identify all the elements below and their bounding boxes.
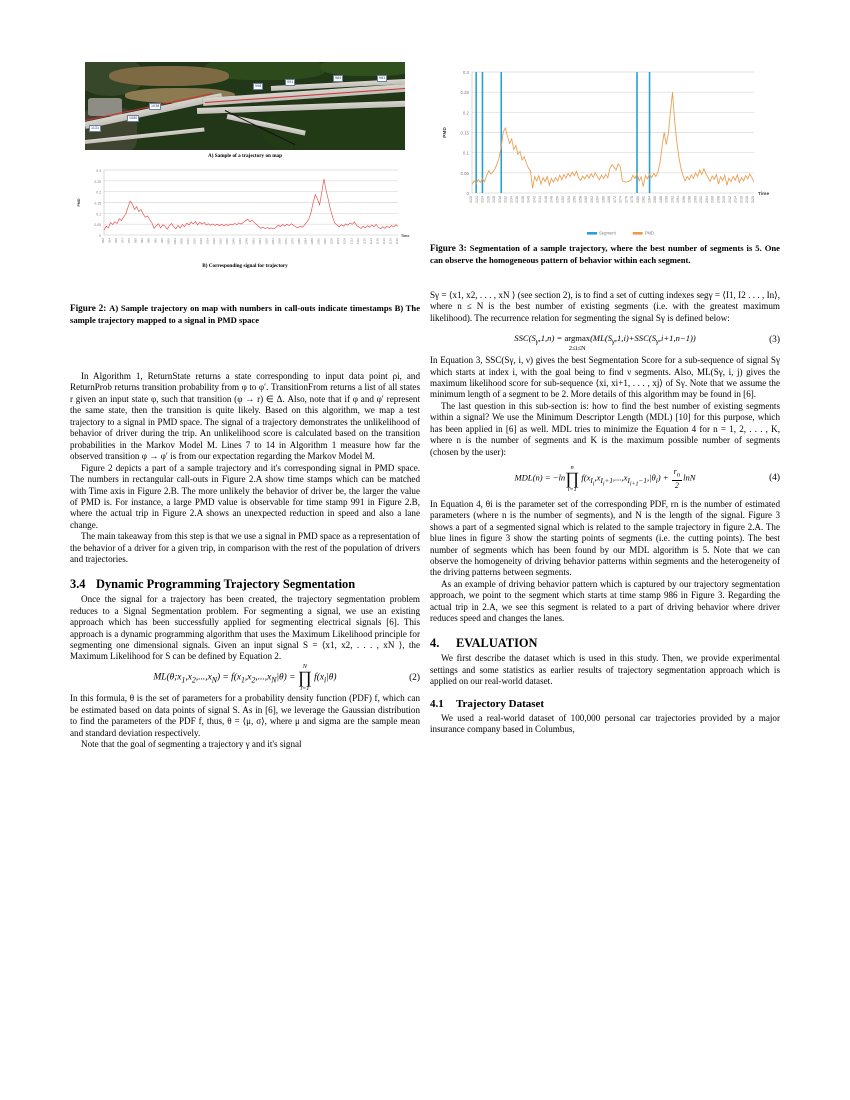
- svg-text:1116: 1116: [355, 238, 360, 245]
- svg-text:1136: 1136: [388, 238, 393, 245]
- map-callout: 991: [287, 80, 294, 84]
- subsection-title: Trajectory Dataset: [456, 697, 545, 710]
- paragraph: Sγ = ⟨x1, x2, . . . , xN ⟩ (see section 2), is to find a set of cutting indexes segγ = ⟨I1, I2 . . . , In⟩, where n ≤ N is the best number of existing segments (i.e. with the greatest maximum likelihood). The recurrence relation for segmenting the signal Sγ is defined below:: [430, 290, 780, 323]
- svg-text:1040: 1040: [231, 238, 236, 245]
- map-callout: 1131: [91, 126, 100, 130]
- svg-text:1/36: 1/36: [515, 196, 520, 203]
- svg-text:1044: 1044: [238, 238, 243, 245]
- equation-4-tag: (4): [769, 473, 780, 484]
- svg-text:2/08: 2/08: [716, 196, 721, 203]
- svg-text:1056: 1056: [257, 238, 262, 245]
- svg-text:0.2: 0.2: [462, 110, 469, 116]
- svg-text:1080: 1080: [297, 238, 301, 245]
- svg-text:2/14: 2/14: [733, 196, 738, 203]
- svg-text:1072: 1072: [283, 238, 288, 245]
- equation-2: $ML(\theta;x_1,x_2,...,x_N) = f(x_1,x_2,...,x_N|\theta)$ = N ∏ i=1 $f(x_i|\theta)$ (2): [153, 662, 420, 692]
- svg-text:1064: 1064: [270, 238, 275, 245]
- svg-text:1084: 1084: [303, 238, 308, 245]
- svg-text:0.05: 0.05: [94, 223, 101, 228]
- svg-text:964: 964: [107, 238, 112, 244]
- svg-text:1/88: 1/88: [658, 196, 663, 203]
- svg-text:1/94: 1/94: [676, 196, 681, 203]
- map-callout: 981: [379, 76, 386, 80]
- svg-text:0.15: 0.15: [94, 201, 101, 206]
- paragraph: The last question in this sub-section is: how to find the best number of existing segments within a signal? We use the Minimum Descriptor Length (MDL) [10] for this purpose, which has been applied in [6] as well. MDL tries to minimize the Equation 4 for n = 1, 2, . . . , K, where n is the number of segments and K is the maximum possible number of segments (chosen by the user):: [430, 400, 780, 457]
- svg-text:1112: 1112: [349, 238, 354, 245]
- svg-text:1000: 1000: [166, 238, 171, 245]
- paragraph: The main takeaway from this step is that we use a signal in PMD space as a representation of the behavior of a driver for a given trip, in comparison with the rest of the population of drivers and trajectories.: [70, 531, 420, 565]
- svg-text:1060: 1060: [264, 238, 269, 245]
- figure-2-panel-a-caption: A) Sample of a trajectory on map: [207, 153, 283, 159]
- svg-text:1/30: 1/30: [497, 196, 502, 203]
- paragraph: We used a real-world dataset of 100,000 personal car trajectories provided by a major insurance company based in Columbus,: [430, 712, 780, 735]
- svg-text:1016: 1016: [192, 238, 197, 245]
- svg-text:PMD: PMD: [77, 198, 81, 207]
- figure-2-map-image: [85, 62, 405, 150]
- svg-text:0.15: 0.15: [460, 130, 469, 136]
- svg-text:1/50: 1/50: [555, 196, 560, 203]
- svg-text:984: 984: [140, 238, 145, 244]
- svg-text:0.1: 0.1: [96, 212, 101, 217]
- svg-text:1/22: 1/22: [474, 196, 479, 203]
- svg-text:0.2: 0.2: [96, 190, 101, 195]
- svg-text:1/66: 1/66: [601, 196, 606, 203]
- svg-text:968: 968: [114, 238, 119, 244]
- svg-text:1128: 1128: [375, 238, 380, 245]
- figure-3-caption-text: Segmentation of a sample trajectory, where the best number of segments is 5. One can observe the homogeneous pattern of behavior within each segment.: [430, 243, 780, 265]
- svg-text:1/92: 1/92: [670, 196, 675, 203]
- figure-3-chart-svg: [432, 64, 780, 239]
- svg-text:1/68: 1/68: [607, 196, 612, 203]
- figure-3: [432, 64, 780, 239]
- figure-2-caption-text: A) Sample trajectory on map with numbers in call-outs indicate timestamps B) The sample trajectory mapped to a signal in PMD space: [70, 303, 421, 325]
- svg-text:1/56: 1/56: [572, 196, 577, 203]
- svg-text:1/74: 1/74: [618, 196, 623, 203]
- svg-text:1/62: 1/62: [589, 196, 594, 203]
- svg-text:988: 988: [146, 238, 151, 244]
- svg-text:1/80: 1/80: [635, 196, 640, 203]
- svg-text:1/90: 1/90: [664, 196, 669, 203]
- svg-text:1/44: 1/44: [538, 196, 543, 203]
- svg-text:1036: 1036: [225, 238, 230, 245]
- svg-text:1132: 1132: [381, 238, 386, 245]
- right-column: [430, 290, 780, 736]
- svg-text:1/32: 1/32: [503, 196, 508, 203]
- svg-text:0.25: 0.25: [460, 90, 469, 96]
- svg-text:1048: 1048: [244, 238, 249, 245]
- svg-text:PMD: PMD: [443, 127, 448, 138]
- svg-text:1/96: 1/96: [681, 196, 686, 203]
- svg-text:972: 972: [120, 238, 125, 244]
- svg-text:2/16: 2/16: [739, 196, 744, 203]
- svg-text:1/46: 1/46: [543, 196, 548, 203]
- svg-text:Time: Time: [758, 192, 770, 197]
- map-callout: 1038: [151, 104, 160, 108]
- section-heading-3-4: [70, 577, 420, 592]
- paragraph: In Algorithm 1, ReturnState returns a state corresponding to input data point ρi, and ReturnProb returns transition probability from φ to φ′. TransitionFrom returns a list of all states r given an input state φ, such that transition (φ → r) ∈ Δ. Also, note that if φ and φ′ represent the same state, then the transition is quite likely. Based on this algorithm, we map a test trajectory to a signal in PMD space. The signal of a trajectory demonstrates the unlikelihood of behavior of driver during the trip. An unlikelihood score is calculated based on the transition probabilities in the Markov Model M. Lines 7 to 14 in Algorithm 1 measure how far the observed transition φ → φ′ is from our expectation regarding the Markov Model M.: [70, 371, 420, 462]
- svg-text:2/00: 2/00: [693, 196, 698, 203]
- svg-text:1/84: 1/84: [647, 196, 652, 203]
- map-callout: 984: [335, 76, 342, 80]
- equation-4: MDL(n) = −ln n ∏ i=1 $f(x_{I_i},x_{I_i+1},...,x_{I_{i+1}-1},|\theta_i)$ + $\frac{r_n}{2}$ lnN (4): [514, 463, 780, 493]
- section-title: EVALUATION: [456, 635, 538, 650]
- section-heading-4-1: [430, 698, 780, 711]
- svg-text:Segment: Segment: [599, 230, 616, 236]
- svg-text:1096: 1096: [323, 238, 328, 245]
- equation-2-tag: (2): [409, 673, 420, 684]
- svg-text:2/04: 2/04: [704, 196, 709, 203]
- svg-text:1052: 1052: [251, 238, 256, 245]
- svg-text:1/76: 1/76: [624, 196, 629, 203]
- svg-text:0: 0: [466, 191, 469, 196]
- svg-text:1/20: 1/20: [469, 196, 473, 203]
- left-column: [70, 371, 420, 751]
- svg-text:1/98: 1/98: [687, 196, 692, 203]
- figure-3-caption-label: Figure 3:: [430, 243, 467, 253]
- svg-text:960: 960: [101, 238, 105, 244]
- paragraph: As an example of driving behavior pattern which is captured by our trajectory segmentation approach, we point to the segment which starts at time stamp 986 in Figure 3. Regarding the actual trip in 2.A, we see this segment is related to a part of driving behavior where driver reduces speed and changes the lanes.: [430, 578, 780, 624]
- svg-text:1124: 1124: [368, 238, 373, 245]
- figure-2-panel-b-caption: B) Corresponding signal for trajectory: [202, 263, 288, 269]
- section-number: 4.: [430, 635, 440, 650]
- svg-text:2/06: 2/06: [710, 196, 715, 203]
- svg-text:996: 996: [159, 238, 164, 244]
- figure-2-chart-svg: [70, 165, 420, 261]
- svg-text:976: 976: [127, 238, 132, 244]
- svg-text:1024: 1024: [205, 238, 210, 245]
- svg-text:1/26: 1/26: [486, 196, 491, 203]
- svg-text:Time: Time: [401, 234, 410, 238]
- svg-text:1140: 1140: [395, 238, 399, 245]
- svg-text:1/34: 1/34: [509, 196, 514, 203]
- paragraph: We first describe the dataset which is used in this study. Then, we provide experimental settings and some statistics as earlier results of trajectory segmentation approach which is applied on our real-world dataset.: [430, 653, 780, 687]
- svg-text:1/64: 1/64: [595, 196, 600, 203]
- svg-text:1120: 1120: [362, 238, 367, 245]
- paragraph: In this formula, θ is the set of parameters for a probability density function (PDF) f, which can be estimated based on data points of signal S. As in [6], we leverage the Gaussian distribution to find the parameters of the PDF f, thus, θ = ⟨μ, σ⟩, where μ and sigma are the sample mean and standard deviation respectively.: [70, 693, 420, 738]
- svg-text:1076: 1076: [290, 238, 295, 245]
- svg-text:1/82: 1/82: [641, 196, 646, 203]
- svg-text:992: 992: [153, 238, 158, 244]
- paragraph: Figure 2 depicts a part of a sample trajectory and it's corresponding signal in PMD space. The numbers in rectangular call-outs in Figure 2.A show time stamps which can be matched with Time axis in Figure 2.B. The more unlikely the behavior of driver be, the larger the value of PMD is. For instance, a large PMD value is observable for time stamp 991 in Figure 2.B, where the actual trip in Figure 2.A shows an unexpected reduction in speed and also a lane change.: [70, 462, 420, 530]
- svg-text:1/86: 1/86: [653, 196, 658, 203]
- figure-3-chart: [432, 64, 780, 239]
- svg-text:1100: 1100: [329, 238, 334, 245]
- svg-text:1028: 1028: [212, 238, 217, 245]
- paragraph: In Equation 4, θi is the parameter set of the corresponding PDF, rn is the number of estimated parameters (where n is the number of segments), and N is the length of the signal. Figure 3 shows a part of a segmented signal which is related to the sample trajectory in figure 2.A. The blue lines in figure 3 show the starting points of segments (i.e. the cutting points). The best number of segments which has been found by our MDL algorithm is 5. Note that we can observe the homogeneity of driving behavior patterns within segments and the heterogeneity of the driving patterns between segments.: [430, 498, 780, 578]
- svg-text:0.05: 0.05: [460, 170, 469, 176]
- svg-text:2/12: 2/12: [727, 196, 732, 203]
- svg-text:1/52: 1/52: [561, 196, 566, 203]
- svg-text:1012: 1012: [185, 238, 190, 245]
- svg-text:1092: 1092: [316, 238, 321, 245]
- svg-text:1088: 1088: [310, 238, 315, 245]
- equation-3: $SSC(S_\gamma,1,n) = argmax$ 2≤i≤N $(ML(S_\gamma,1,i)+SSC(S_\gamma,i+1,n-1))$ (3): [514, 333, 780, 352]
- svg-text:1/42: 1/42: [532, 196, 537, 203]
- svg-text:0.3: 0.3: [96, 169, 101, 173]
- svg-text:1/28: 1/28: [492, 196, 497, 203]
- figure-3-caption: [430, 243, 780, 266]
- svg-text:1032: 1032: [218, 238, 223, 245]
- svg-text:1/24: 1/24: [480, 196, 485, 203]
- map-callout: 1080: [129, 116, 138, 120]
- subsection-number: 4.1: [430, 697, 444, 710]
- svg-text:0.25: 0.25: [94, 179, 101, 184]
- svg-text:1/48: 1/48: [549, 196, 554, 203]
- svg-text:2/10: 2/10: [722, 196, 727, 203]
- equation-3-tag: (3): [769, 334, 780, 345]
- svg-text:980: 980: [133, 238, 138, 244]
- paragraph: In Equation 3, SSC(Sγ, i, ν) gives the best Segmentation Score for a sub-sequence of signal Sγ which starts at index i, with the goal being to find ν segments. Also, ML(Sγ, i, j) gives the maximum likelihood score for sub-sequence ⟨xi, xi+1, . . . , xj⟩ of Sγ. Note that we assume the minimum length of a segment to be 2. More details of this algorithm may be found in [6].: [430, 355, 780, 400]
- paragraph: Once the signal for a trajectory has been created, the trajectory segmentation problem reduces to a Signal Segmentation problem. For segmenting a signal, we use an existing approach which has been successfully applied for segmenting electrical signals [6]. This approach is a dynamic programming algorithm that uses the Maximum Likelihood principle for segmenting one dimensional signals. Given an input signal S = ⟨x1, x2, . . . , xN ⟩, the Maximum Likelihood for S can be defined by Equation 2.: [70, 594, 420, 662]
- map-callout: 998: [255, 84, 262, 88]
- svg-text:1068: 1068: [277, 238, 282, 245]
- figure-2: [70, 62, 420, 269]
- svg-text:2/18: 2/18: [745, 196, 750, 203]
- figure-2-caption: [70, 303, 420, 326]
- svg-text:1104: 1104: [336, 238, 341, 245]
- svg-text:1020: 1020: [199, 238, 203, 245]
- svg-text:PMD: PMD: [644, 230, 655, 236]
- section-number: 3.4: [70, 576, 86, 591]
- figure-2-chart: [70, 165, 420, 261]
- svg-text:1108: 1108: [342, 238, 347, 245]
- section-heading-4: [430, 636, 780, 651]
- svg-text:1/60: 1/60: [584, 196, 589, 203]
- svg-text:1/78: 1/78: [630, 196, 635, 203]
- svg-text:1/38: 1/38: [520, 196, 525, 203]
- svg-text:1/54: 1/54: [566, 196, 571, 203]
- svg-text:1/72: 1/72: [612, 196, 617, 203]
- svg-text:2/20: 2/20: [751, 196, 755, 203]
- svg-text:0.3: 0.3: [462, 70, 469, 75]
- svg-text:1/40: 1/40: [526, 196, 531, 203]
- svg-text:0: 0: [99, 234, 101, 238]
- paragraph: Note that the goal of segmenting a trajectory γ and it's signal: [81, 739, 302, 750]
- figure-2-caption-label: Figure 2:: [70, 303, 107, 313]
- svg-text:1008: 1008: [179, 238, 184, 245]
- svg-text:1/58: 1/58: [578, 196, 583, 203]
- svg-text:0.1: 0.1: [462, 150, 469, 156]
- svg-text:2/02: 2/02: [699, 196, 704, 203]
- section-title: Dynamic Programming Trajectory Segmentation: [96, 576, 356, 591]
- svg-text:1004: 1004: [172, 238, 177, 245]
